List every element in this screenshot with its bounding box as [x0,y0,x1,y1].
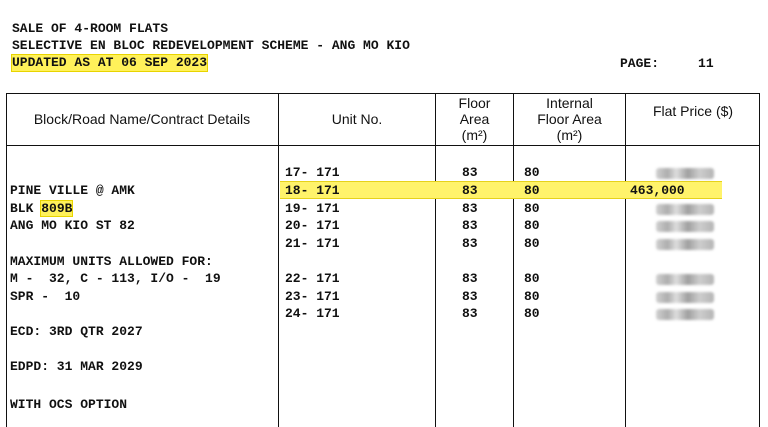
floor-area-cell: 83 [462,236,478,251]
unit-no-cell: 21- 171 [285,236,340,251]
internal-area-cell: 80 [524,201,540,216]
unit-no-cell: 24- 171 [285,306,340,321]
floor-area-line1: Floor [458,95,491,111]
redacted-price [656,168,714,179]
unit-no-cell: 19- 171 [285,201,340,216]
floor-area-cell: 83 [462,289,478,304]
col-header-block-road: Block/Road Name/Contract Details [33,111,251,127]
internal-area-cell: 80 [524,289,540,304]
max-units-line1: M - 32, C - 113, I/O - 19 [10,271,221,286]
col-header-unit-no: Unit No. [331,111,383,127]
document-title: SALE OF 4-ROOM FLATS [12,21,169,36]
floor-area-cell: 83 [462,183,478,198]
internal-line2: Floor Area [537,111,602,127]
redacted-price [656,274,714,285]
block-prefix: BLK [10,201,42,216]
redacted-price [656,309,714,320]
internal-area-cell: 80 [524,165,540,180]
unit-no-cell: 20- 171 [285,218,340,233]
floor-area-line3: (m²) [461,127,488,143]
max-units-line2: SPR - 10 [10,289,81,304]
floor-area-line2: Area [459,111,490,127]
unit-no-cell: 17- 171 [285,165,340,180]
edpd: EDPD: 31 MAR 2029 [10,359,143,374]
page-label: PAGE: [620,56,660,71]
block-number [10,201,72,217]
ocs-option: WITH OCS OPTION [10,397,128,412]
internal-line3: (m²) [556,127,583,143]
page-number: 11 [698,56,714,71]
document-subtitle: SELECTIVE EN BLOC REDEVELOPMENT SCHEME - ANG MO KIO [12,38,410,53]
unit-no-cell: 18- 171 [285,183,340,198]
col-header-internal-floor-area [514,93,625,145]
redacted-price [656,292,714,303]
floor-area-cell: 83 [462,218,478,233]
internal-area-cell: 80 [524,183,540,198]
redacted-price [656,239,714,250]
floor-area-cell: 83 [462,271,478,286]
floor-area-cell: 83 [462,201,478,216]
page-indicator [620,56,714,72]
max-units-title: MAXIMUM UNITS ALLOWED FOR: [10,254,213,269]
internal-line1: Internal [546,95,593,111]
ecd: ECD: 3RD QTR 2027 [10,324,143,339]
internal-area-cell: 80 [524,306,540,321]
internal-area-cell: 80 [524,271,540,286]
redacted-price [656,221,714,232]
floor-area-cell: 83 [462,165,478,180]
unit-no-cell: 23- 171 [285,289,340,304]
internal-area-cell: 80 [524,236,540,251]
updated-date: UPDATED AS AT 06 SEP 2023 [12,55,208,70]
redacted-price [656,204,714,215]
street-name: ANG MO KIO ST 82 [10,218,135,233]
internal-area-cell: 80 [524,218,540,233]
col-header-floor-area [436,93,513,145]
unit-no-cell: 22- 171 [285,271,340,286]
block-number-value: 809B [41,201,73,216]
header-divider [6,145,760,146]
floor-area-cell: 83 [462,306,478,321]
flat-price-cell: 463,000 [630,183,685,198]
col-header-flat-price: Flat Price ($) [652,103,734,119]
project-name: PINE VILLE @ AMK [10,183,135,198]
